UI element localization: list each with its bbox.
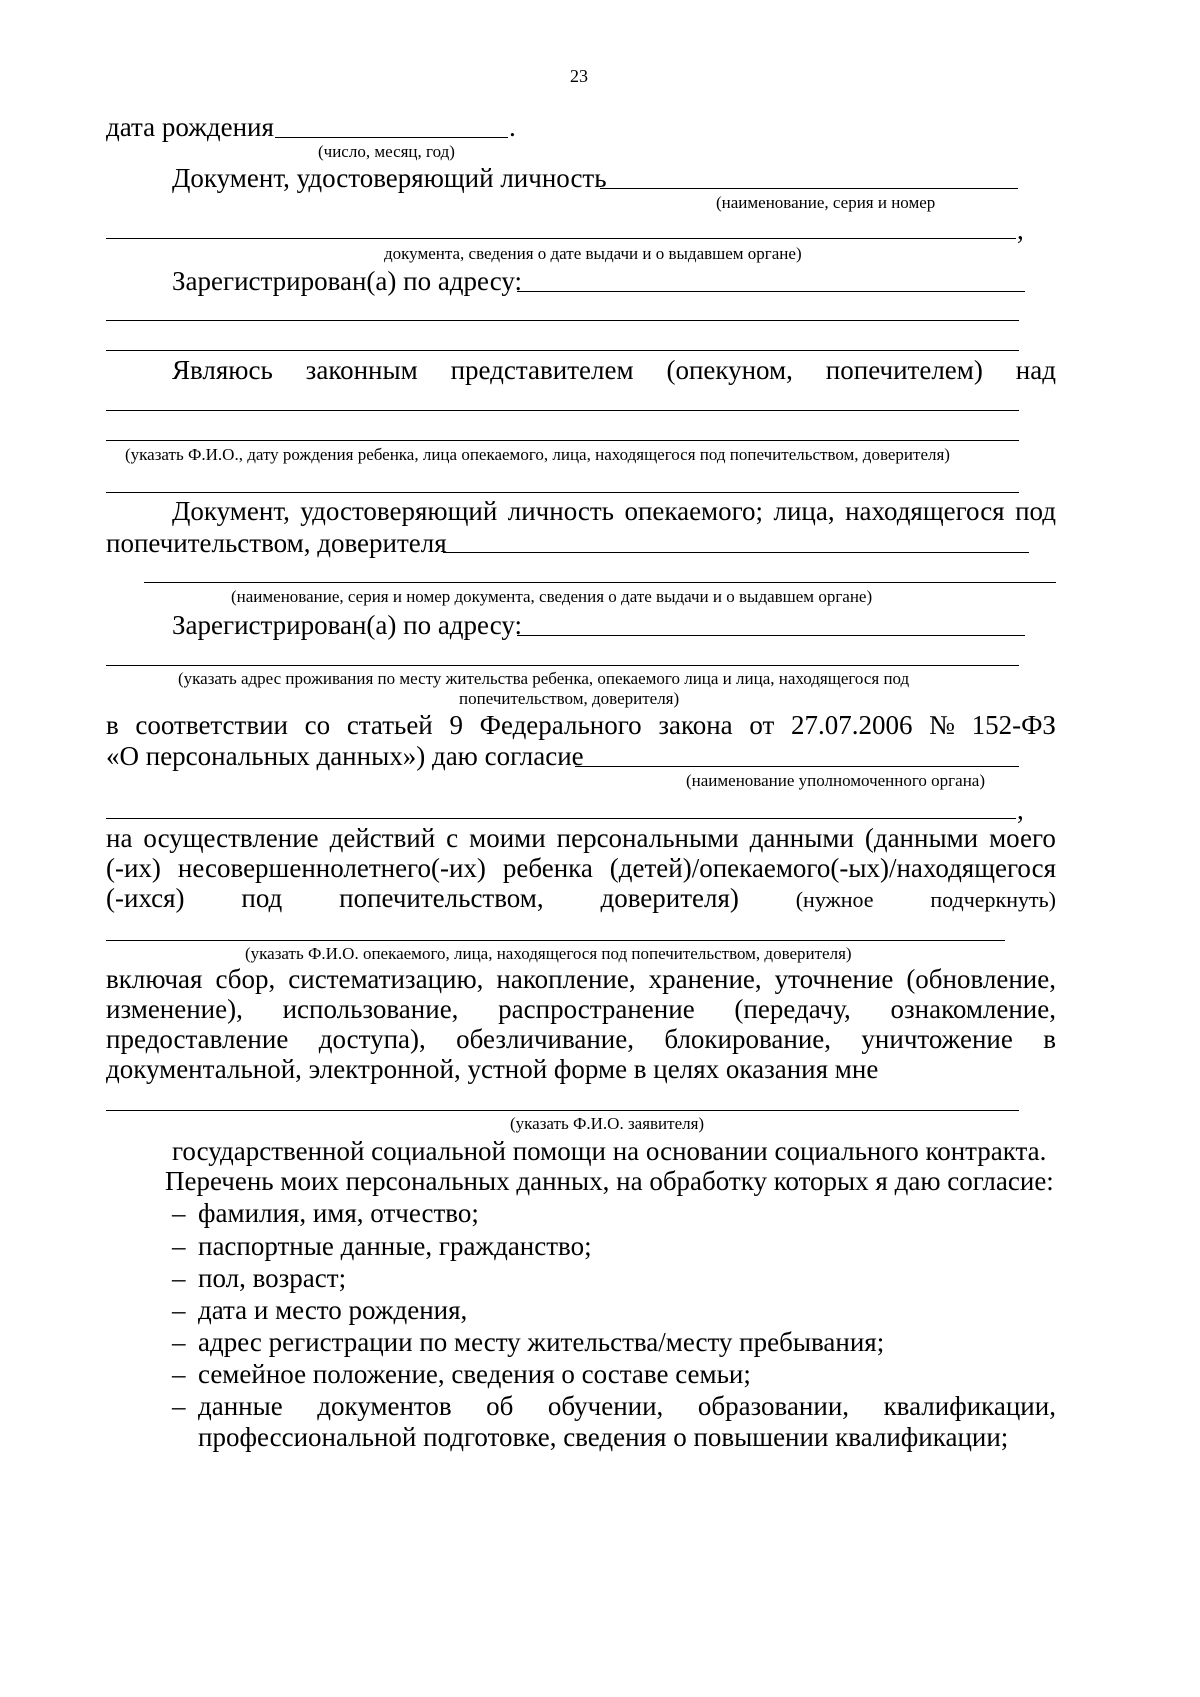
identity-doc-label: Документ, удостоверяющий личность bbox=[172, 163, 607, 193]
registered-address-field-line-2[interactable] bbox=[106, 320, 1019, 321]
word: ознакомление, bbox=[890, 994, 1056, 1024]
word: включая bbox=[106, 964, 203, 994]
ward-doc-line-2: попечительством, доверителя bbox=[106, 528, 447, 558]
word: соответствии bbox=[135, 710, 288, 740]
word: систематизацию, bbox=[288, 964, 484, 994]
list-item-text: паспортные данные, гражданство; bbox=[198, 1231, 592, 1261]
word: закона bbox=[658, 710, 733, 740]
list-item-text: пол, возраст; bbox=[198, 1263, 347, 1293]
word: в bbox=[106, 710, 119, 740]
list-intro: Перечень моих персональных данных, на обработку которых я даю согласие: bbox=[165, 1166, 1054, 1196]
word: 27.07.2006 bbox=[790, 710, 913, 740]
word: осуществление bbox=[143, 823, 319, 853]
word: образовании, bbox=[697, 1391, 850, 1421]
word: блокирование, bbox=[664, 1024, 832, 1054]
ward-registered-address-field-line[interactable] bbox=[517, 635, 1025, 636]
word: (нужное bbox=[795, 887, 874, 912]
word: действий bbox=[329, 823, 436, 853]
ward-doc-hint: (наименование, серия и номер документа, сведения о дате выдачи и о выдавшем органе) bbox=[231, 587, 873, 606]
word: моего bbox=[989, 823, 1056, 853]
ward-registered-address-hint2: попечительством, доверителя) bbox=[459, 689, 680, 708]
word: данными bbox=[749, 823, 854, 853]
ward-registered-address-hint1: (указать адрес проживания по месту жительства ребенка, опекаемого лица и лица, находящегося под bbox=[178, 669, 910, 688]
word: (-ихся) bbox=[106, 883, 185, 913]
word: с bbox=[446, 823, 459, 853]
including-line-4: документальной, электронной, устной форме в целях оказания мне bbox=[106, 1054, 879, 1084]
authority-comma: , bbox=[1017, 795, 1024, 825]
list-item bbox=[172, 1230, 592, 1262]
actions-line-1 bbox=[106, 822, 1056, 854]
word: от bbox=[749, 710, 775, 740]
dash-icon: – bbox=[172, 1198, 186, 1228]
word: об bbox=[486, 1391, 514, 1421]
including-line-2 bbox=[106, 993, 1056, 1025]
list-item bbox=[172, 1326, 884, 1358]
last-item-line-2: профессиональной подготовке, сведения о повышении квалификации; bbox=[198, 1422, 1009, 1452]
registered-address-field-line-3[interactable] bbox=[106, 350, 1019, 351]
word: распространение bbox=[498, 994, 695, 1024]
word: персональными bbox=[556, 823, 739, 853]
ward-name-hint: (указать Ф.И.О. опекаемого, лица, находящегося под попечительством, доверителя) bbox=[245, 944, 852, 963]
list-item-text: адрес регистрации по месту жительства/месту пребывания; bbox=[198, 1327, 885, 1357]
word: удостоверяющий bbox=[300, 496, 498, 526]
assistance-line: государственной социальной помощи на основании социального контракта. bbox=[172, 1136, 1047, 1166]
word: Документ, bbox=[172, 496, 290, 526]
law-line-1 bbox=[106, 709, 1056, 741]
word: на bbox=[106, 823, 133, 853]
word: (детей)/опекаемого(-ых)/находящегося bbox=[609, 853, 1056, 883]
identity-doc-field-line-2[interactable] bbox=[106, 238, 1016, 239]
word: сбор, bbox=[215, 964, 276, 994]
word: изменение), bbox=[106, 994, 243, 1024]
identity-doc-field-line[interactable] bbox=[600, 188, 1018, 189]
word: лица, bbox=[773, 496, 835, 526]
word: уничтожение bbox=[861, 1024, 1013, 1054]
word: в bbox=[1043, 1024, 1056, 1054]
actions-line-2 bbox=[106, 852, 1056, 884]
word: № bbox=[929, 710, 955, 740]
authority-hint: (наименование уполномоченного органа) bbox=[686, 771, 986, 790]
word: подчеркнуть) bbox=[930, 887, 1056, 912]
word: личность bbox=[507, 496, 614, 526]
applicant-name-field-line[interactable] bbox=[106, 1110, 1019, 1111]
word: моими bbox=[469, 823, 546, 853]
representative-field-line-2[interactable] bbox=[106, 440, 1019, 441]
identity-doc-hint2: документа, сведения о дате выдачи и о выдавшем органе) bbox=[384, 244, 802, 263]
ward-registered-address-label: Зарегистрирован(а) по адресу: bbox=[172, 610, 522, 640]
ward-doc-line-1 bbox=[172, 495, 1056, 527]
birth-date-dot: . bbox=[509, 112, 516, 142]
word: статьей bbox=[346, 710, 433, 740]
representative-field-line[interactable] bbox=[106, 410, 1019, 411]
word: представителем bbox=[450, 355, 634, 385]
authority-field-line[interactable] bbox=[575, 766, 1019, 767]
dash-icon: – bbox=[172, 1263, 186, 1293]
word: обучении, bbox=[547, 1391, 664, 1421]
word: опекаемого; bbox=[624, 496, 764, 526]
word: попечителем) bbox=[825, 355, 983, 385]
word: Федерального bbox=[479, 710, 642, 740]
ward-name-field-line[interactable] bbox=[106, 940, 1005, 941]
list-item bbox=[172, 1262, 346, 1294]
list-item bbox=[172, 1294, 467, 1326]
word: ребенка bbox=[502, 853, 593, 883]
list-item-text: семейное положение, сведения о составе семьи; bbox=[198, 1359, 751, 1389]
dash-icon: – bbox=[172, 1327, 186, 1357]
dash-icon: – bbox=[172, 1295, 186, 1325]
list-item bbox=[172, 1197, 479, 1229]
word: Являюсь bbox=[172, 355, 273, 385]
registered-address-label: Зарегистрирован(а) по адресу: bbox=[172, 266, 522, 296]
actions-line-3 bbox=[106, 882, 1056, 916]
list-item bbox=[172, 1358, 751, 1390]
representative-field-line-3[interactable] bbox=[106, 492, 1019, 493]
including-line-1 bbox=[106, 963, 1056, 995]
dash-icon: – bbox=[172, 1391, 186, 1421]
birth-date-field-line[interactable] bbox=[275, 137, 508, 138]
word: предоставление bbox=[106, 1024, 289, 1054]
list-item-text: фамилия, имя, отчество; bbox=[198, 1198, 479, 1228]
word: обезличивание, bbox=[456, 1024, 634, 1054]
identity-doc-comma: , bbox=[1017, 215, 1024, 245]
word: уточнение bbox=[774, 964, 894, 994]
authority-field-line-2[interactable] bbox=[106, 818, 1016, 819]
registered-address-field-line[interactable] bbox=[517, 291, 1025, 292]
word: под bbox=[1015, 496, 1056, 526]
dash-icon: – bbox=[172, 1231, 186, 1261]
word: данные bbox=[198, 1391, 283, 1421]
birth-date-label: дата рождения bbox=[106, 112, 274, 142]
word: (данными bbox=[864, 823, 979, 853]
word: находящегося bbox=[845, 496, 1005, 526]
page-number: 23 bbox=[570, 66, 588, 86]
list-item-text: дата и место рождения, bbox=[198, 1295, 468, 1325]
representative-line bbox=[172, 354, 1056, 386]
word: (опекуном, bbox=[666, 355, 793, 385]
word: (передачу, bbox=[734, 994, 851, 1024]
ward-registered-address-field-line-2[interactable] bbox=[106, 665, 1019, 666]
word: под bbox=[241, 883, 283, 913]
word: над bbox=[1015, 355, 1056, 385]
last-item-line-1 bbox=[198, 1390, 1056, 1422]
ward-doc-field-line-2[interactable] bbox=[144, 582, 1056, 583]
word: (-их) bbox=[106, 853, 161, 883]
word: несовершеннолетнего(-их) bbox=[177, 853, 486, 883]
ward-doc-field-line[interactable] bbox=[443, 552, 1029, 553]
including-line-3 bbox=[106, 1023, 1056, 1055]
word: накопление, bbox=[496, 964, 636, 994]
identity-doc-hint1: (наименование, серия и номер bbox=[716, 193, 936, 212]
word: попечительством, bbox=[339, 883, 544, 913]
word: со bbox=[304, 710, 331, 740]
word: доступа), bbox=[318, 1024, 426, 1054]
word: доверителя) bbox=[600, 883, 739, 913]
word: использование, bbox=[282, 994, 459, 1024]
word: 152-ФЗ bbox=[971, 710, 1056, 740]
word: хранение, bbox=[648, 964, 762, 994]
word: квалификации, bbox=[883, 1391, 1056, 1421]
birth-date-hint: (число, месяц, год) bbox=[318, 142, 455, 161]
word: документов bbox=[317, 1391, 452, 1421]
applicant-name-hint: (указать Ф.И.О. заявителя) bbox=[510, 1114, 705, 1133]
word: 9 bbox=[449, 710, 463, 740]
word: законным bbox=[305, 355, 418, 385]
word: (обновление, bbox=[906, 964, 1056, 994]
law-line-2: «О персональных данных») даю согласие bbox=[106, 741, 584, 771]
representative-hint: (указать Ф.И.О., дату рождения ребенка, лица опекаемого, лица, находящегося под попечительством, доверителя) bbox=[125, 445, 950, 464]
dash-icon: – bbox=[172, 1359, 186, 1389]
